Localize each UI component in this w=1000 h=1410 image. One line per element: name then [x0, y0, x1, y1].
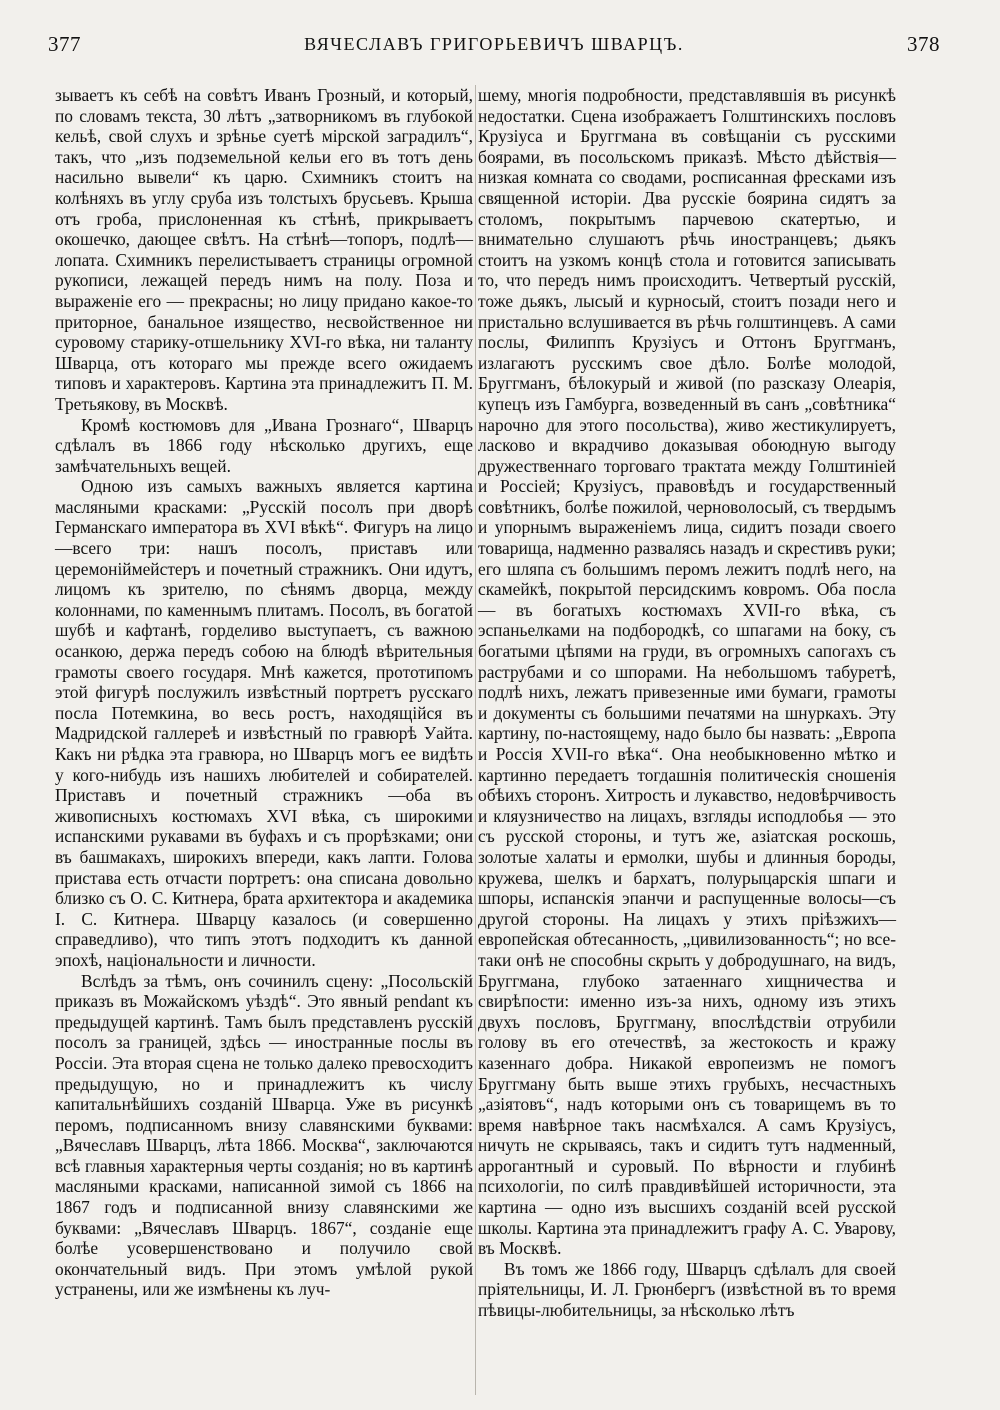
paragraph: шему, многія подробности, представлявшія въ рисункѣ недостатки. Сцена изображаетъ Голштинскихъ пословъ Крузіуса и Бруггмана въ совѣщаніи съ русскими боярами, въ посольскомъ приказѣ. Мѣсто дѣйствія—низкая комната со сводами, росписанная фресками изъ священной исторіи. Два русскіе боярина сидятъ за столомъ, покрытымъ парчевою скатертью, и внимательно слушаютъ рѣчь иностранцевъ; дьякъ стоитъ на узкомъ концѣ стола и готовится записывать то, что передъ нимъ происходитъ. Четвертый русскій, тоже дьякъ, лысый и курносый, стоитъ позади него и пристально вслушивается въ рѣчь голштинцевъ. А сами послы, Филиппъ Крузіусъ и Оттонъ Бруггманъ, излагаютъ русскимъ свое дѣло. Болѣе молодой, Бруггманъ, бѣлокурый и живой (по разсказу Олеарія, купецъ изъ Гамбурга, возведенный въ санъ „совѣтника“ нарочно для этого посольства), живо жестикулируетъ, ласково и вкрадчиво доказывая обоюдную выгоду дружественнаго торговаго трактата между Голштиніей и Россіей; Крузіусъ, правовѣдъ и государственный совѣтникъ, болѣе пожилой, черноволосый, съ твердымъ и упорнымъ выраженіемъ лица, сидитъ позади своего товарища, надменно развалясь назадъ и скрестивъ руки; его шляпа съ большимъ перомъ лежитъ подлѣ него, на скамейкѣ, покрытой персидскимъ ковромъ. Оба посла — въ богатыхъ костюмахъ XVII-го вѣка, съ эспаньелками на подбородкѣ, со шпагами на боку, съ богатыми цѣпями на груди, въ огромныхъ сапогахъ съ раструбами и со шпорами. На небольшомъ табуретѣ, подлѣ нихъ, лежатъ привезенные ими бумаги, грамоты и документы съ большими печатями на шнуркахъ. Эту картину, по-настоящему, надо было бы назвать: „Европа и Россія XVII-го вѣка“. Она необыкновенно мѣтко и картинно передаетъ тогдашнія политическія сношенія обѣихъ сторонъ. Хитрость и лукавство, недовѣрчивость и кляузничество на лицахъ, взгляды исподлобья — это съ русской стороны, и тутъ же, азіатская роскошь, золотые халаты и ермолки, шубы и длинныя бороды, кружева, шелкъ и бархатъ, полурыцарскія шпаги и шпоры, испанскія эпанчи и распущенные волосы—съ другой стороны. На лицахъ у этихъ пріѣзжихъ—европейская обтесанность, „цивилизованность“; но все-таки онѣ не способны скрыть у добродушнаго, на видъ, Бруггмана, глубоко затаеннаго хищничества и свирѣпости: именно изъ-за нихъ, одному изъ этихъ двухъ пословъ, Бруггману, впослѣдствіи отрубили голову въ его отечествѣ, за жестокость и кражу казеннаго добра. Никакой европеизмъ не помогъ Бруггману быть выше этихъ грубыхъ, несчастныхъ „азіятовъ“, надъ которыми онъ съ товарищемъ въ то время навѣрное такъ насмѣхался. А самъ Крузіусъ, ничуть не скрываясь, такъ и сидитъ тутъ надменный, аррогантный и суровый. По вѣрности и глубинѣ психологіи, по силѣ правдивѣйшей историчности, эта картина — одно изъ высшихъ созданій всей русской школы. Картина эта принадлежитъ графу А. С. Уварову, въ Москвѣ.	[478, 85, 896, 1259]
paragraph: Въ томъ же 1866 году, Шварцъ сдѣлалъ для своей пріятельницы, И. Л. Грюнбергъ (извѣстной въ то время пѣвицы-любительницы, за нѣсколько лѣтъ	[478, 1258, 896, 1321]
right-page-number: 378	[907, 32, 940, 56]
page-header	[48, 32, 940, 60]
running-title: ВЯЧЕСЛАВЪ ГРИГОРЬЕВИЧЪ ШВАРЦЪ.	[304, 34, 684, 54]
paragraph: Одною изъ самыхъ важныхъ является картина масляными красками: „Русскій посолъ при дворѣ Германскаго императора въ XVI вѣкѣ“. Фигуръ на лицо—всего три: нашъ посолъ, приставъ или церемоніймейстеръ и почетный стражникъ. Они идутъ, лицомъ къ зрителю, по сѣнямъ дворца, между колоннами, по каменнымъ плитамъ. Посолъ, въ богатой шубѣ и кафтанѣ, горделиво выступаетъ, съ важною осанкою, держа передъ собою на блюдѣ вѣрительныя грамоты своего государя. Мнѣ кажется, прототипомъ этой фигурѣ послужилъ извѣстный портретъ русскаго посла Потемкина, во весь ростъ, находящійся въ Мадридской галлереѣ и извѣстный по гравюрѣ Уайта. Какъ ни рѣдка эта гравюра, но Шварцъ могъ ее видѣть у кого-нибудь изъ нашихъ любителей и собирателей. Приставъ и почетный стражникъ —оба въ живописныхъ костюмахъ XVI вѣка, съ широкими испанскими рукавами въ буфахъ и съ прорѣзками; они въ башмакахъ, широкихъ впереди, какъ лапти. Голова пристава есть отчасти портретъ: она списана довольно близко съ О. С. Китнера, брата архитектора и академика І. С. Китнера. Шварцу казалось (и совершенно справедливо), что типъ этотъ подходитъ къ данной эпохѣ, національности и личности.	[55, 476, 473, 970]
left-page-number: 377	[48, 32, 81, 56]
left-column	[55, 85, 473, 1300]
paragraph: зываетъ къ себѣ на совѣтъ Иванъ Грозный, и который, по словамъ текста, 30 лѣтъ „затворникомъ въ глубокой кельѣ, свой слухъ и зрѣнье суетѣ мірской заградилъ“, такъ, что „изъ подземельной кельи его въ тотъ день насильно вывели“ къ царю. Схимникъ стоитъ на колѣняхъ въ углу сруба изъ толстыхъ брусьевъ. Крыша отъ гроба, прислоненная къ стѣнѣ, прикрываетъ окошечко, дающее свѣтъ. На стѣнѣ—топоръ, подлѣ—лопата. Схимникъ перелистываетъ страницы огромной рукописи, лежащей передъ нимъ на полу. Поза и выраженіе его — прекрасны; но лицу придано какое-то приторное, банальное изящество, несвойственное ни суровому старику-отшельнику XVI-го вѣка, ни таланту Шварца, отъ котораго мы прежде всего ожидаемъ типовъ и характеровъ. Картина эта принадлежитъ П. М. Третьякову, въ Москвѣ.	[55, 85, 473, 414]
paragraph: Кромѣ костюмовъ для „Ивана Грознаго“, Шварцъ сдѣлалъ въ 1866 году нѣсколько другихъ, еще замѣчательныхъ вещей.	[55, 414, 473, 476]
right-column	[478, 85, 896, 1321]
paragraph: Вслѣдъ за тѣмъ, онъ сочинилъ сцену: „Посольскій приказъ въ Можайскомъ уѣздѣ“. Это явный pendant къ предыдущей картинѣ. Тамъ былъ представленъ русскій посолъ за границей, здѣсь — иностранные послы въ Россіи. Эта вторая сцена не только далеко превосходитъ предыдущую, но и принадлежитъ къ числу капитальнѣйшихъ созданій Шварца. Уже въ рисункѣ перомъ, подписанномъ внизу славянскими буквами: „Вячеславъ Шварцъ, лѣта 1866. Москва“, заключаются всѣ главныя характерныя черты созданія; но въ картинѣ масляными красками, написанной зимой съ 1866 на 1867 годъ и подписанной внизу славянскими же буквами: „Вячеславъ Шварцъ. 1867“, созданіе еще болѣе усовершенствовано и получило свой окончательный видъ. При этомъ умѣлой рукой устранены, или же измѣнены къ луч-	[55, 970, 473, 1300]
column-divider	[475, 85, 476, 1395]
